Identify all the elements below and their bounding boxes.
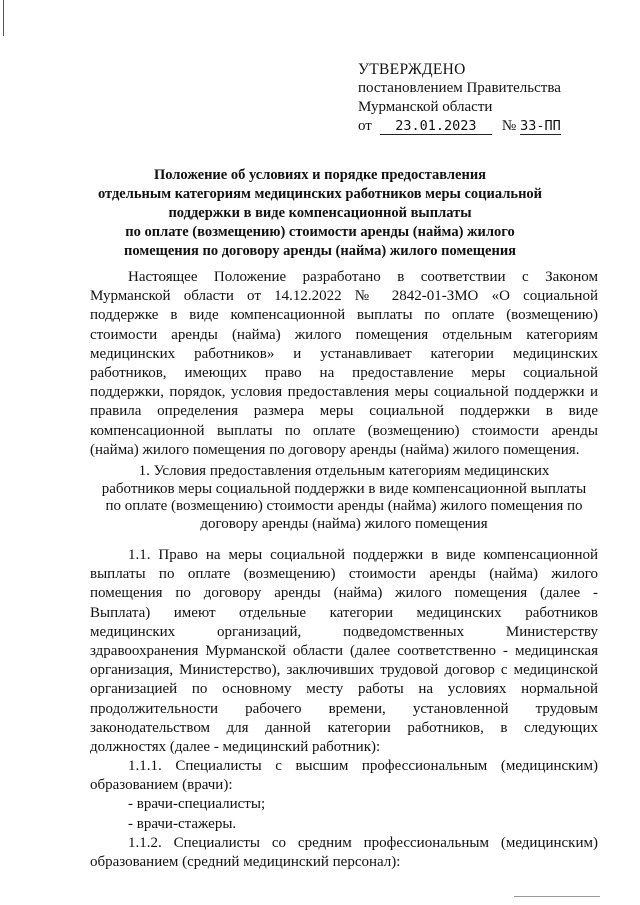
text-line: медицинских организаций, подведомственных Министерству <box>90 623 598 640</box>
title-line: помещения по договору аренды (найма) жилого помещения <box>123 243 517 259</box>
text-line: должностях (далее - медицинский работник): <box>90 738 381 755</box>
approval-line-2: Мурманской области <box>358 99 493 115</box>
approval-stamp <box>358 60 561 136</box>
text-line: работников, имеющих право на предоставление меры социальной <box>90 364 598 381</box>
page-edge-line <box>3 0 4 36</box>
text-line: образованием (средний медицинский персонал): <box>90 854 401 870</box>
text-line: законодательством для данной категории работников, в следующих <box>90 719 598 736</box>
text-line: продолжительности рабочего времени, установленной трудовым <box>90 700 598 717</box>
text-line: поддержке в виде компенсационной выплаты по оплате (возмещению) <box>90 307 598 324</box>
section-title-line: работников меры социальной поддержки в виде компенсационной выплаты <box>101 480 587 497</box>
text-line: организацией по основному месту работы на условиях нормальной <box>90 681 598 698</box>
text-line: (найма) жилого помещения по договору аренды (найма) жилого помещения. <box>90 441 580 458</box>
text-line: правила определения размера меры социальной поддержки в виде <box>90 403 598 420</box>
approval-line-1: постановлением Правительства <box>358 80 561 96</box>
approval-heading: УТВЕРЖДЕНО <box>358 61 466 78</box>
section-title-line: 1. Условия предоставления отдельным категориям медицинских <box>138 463 550 479</box>
section-1-body <box>90 546 598 872</box>
title-line: по оплате (возмещению) стоимости аренды (найма) жилого <box>125 224 515 240</box>
text-line: Мурманской области от 14.12.2022 № 2842-01-ЗМО «О социальной <box>90 288 598 305</box>
text-line: Выплата) имеют отдельные категории медицинских работников <box>90 604 598 621</box>
list-item: - врачи-специалисты; <box>128 796 266 813</box>
section-1-title <box>90 463 598 533</box>
footer-line <box>514 896 600 897</box>
text-line: 1.1.2. Специалисты со средним профессиональным (медицинским) <box>128 834 598 851</box>
text-line: компенсационной выплаты по оплате (возмещению) стоимости аренды <box>90 422 598 439</box>
list-item: - врачи-стажеры. <box>128 815 237 832</box>
number-label: № <box>501 118 517 134</box>
text-line: помещения по договору аренды (найма) жилого помещения (далее - <box>90 585 598 602</box>
text-line: 1.1. Право на меры социальной поддержки в виде компенсационной <box>128 547 598 563</box>
text-line: медицинских работников» и устанавливает категории медицинских <box>90 345 598 362</box>
approval-number: 33-ПП <box>520 118 561 134</box>
text-line: поддержки, порядок, условия предоставления меры социальной поддержки и <box>90 384 598 401</box>
document-title <box>80 166 560 261</box>
date-prefix: от <box>358 118 372 134</box>
text-line: здравоохранения Мурманской области (далее соответственно - медицинская <box>90 642 598 659</box>
approval-date-line <box>358 117 561 136</box>
title-line: отдельным категориям медицинских работников меры социальной <box>97 186 543 202</box>
text-line: стоимости аренды (найма) жилого помещения отдельным категориям <box>90 326 598 343</box>
text-line: выплаты по оплате (возмещению) стоимости аренды (найма) жилого <box>90 566 598 583</box>
text-line: организация, Министерство), заключивших трудовой договор с медицинской <box>90 662 598 679</box>
approval-date: 23.01.2023 <box>380 119 492 135</box>
title-line: поддержки в виде компенсационной выплаты <box>168 205 472 221</box>
title-line: Положение об условиях и порядке предоставления <box>153 167 487 183</box>
section-title-line: по оплате (возмещению) стоимости аренды (найма) жилого помещения по <box>105 498 583 515</box>
text-line: Настоящее Положение разработано в соответствии с Законом <box>128 269 598 285</box>
text-line: 1.1.1. Специалисты с высшим профессиональным (медицинским) <box>128 758 598 775</box>
intro-paragraph <box>90 268 598 460</box>
text-line: образованием (врачи): <box>90 777 233 794</box>
section-title-line: договору аренды (найма) жилого помещения <box>200 515 488 532</box>
